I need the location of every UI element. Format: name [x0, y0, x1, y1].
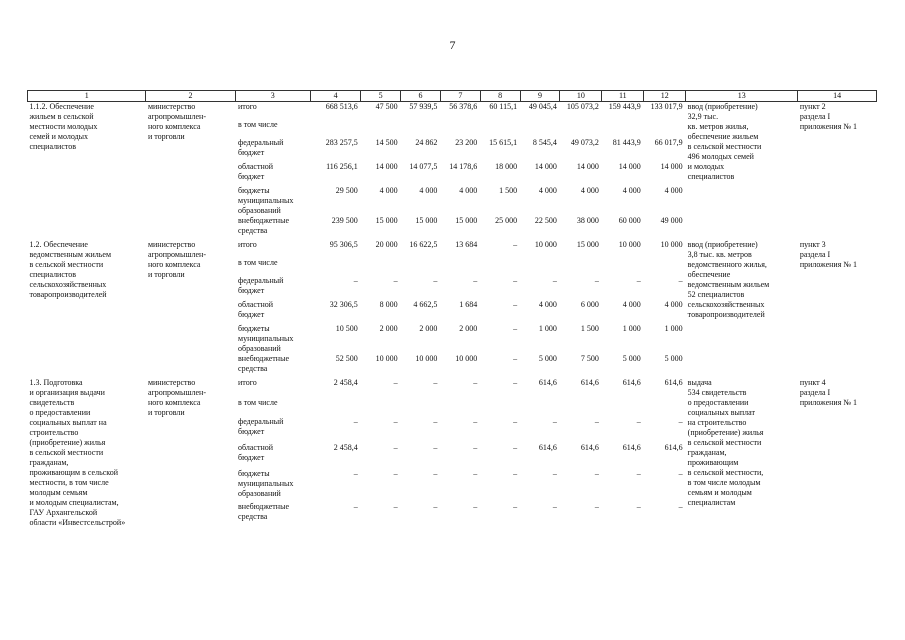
amount-cell: – [473, 443, 478, 453]
amount-cell: 116 256,1 [326, 162, 358, 171]
amount-cell: – [513, 378, 518, 387]
basis-reference: пункт 4 раздела I приложения № 1 [799, 378, 858, 407]
amount-cell: 614,6 [538, 443, 557, 453]
amount-cell: 4 000 [622, 300, 641, 309]
amount-cell: 20 000 [375, 240, 398, 249]
amount-cell: – [433, 469, 438, 479]
amount-cell: – [552, 469, 557, 479]
amount-cell: 47 500 [375, 102, 398, 111]
amount-cell [480, 398, 520, 418]
amount-cell: 10 000 [660, 240, 683, 249]
amount-cell: 15 615,1 [489, 138, 518, 147]
amount-cell [310, 120, 360, 138]
amount-cell: – [552, 501, 557, 511]
amount-cell: 5 000 [664, 354, 683, 363]
amount-cell [644, 120, 686, 138]
expected-result: выдача 534 свидетельств о предоставлении социальных выплат на строительство (приобретение) жилья в сельской местности гражданам, проживающим в сельской местности, в том числе молодым семьям и молодым специалистам [687, 378, 764, 507]
amount-cell: – [353, 469, 358, 479]
funding-source: федеральный бюджет [238, 417, 284, 437]
amount-cell: 15 000 [415, 216, 438, 225]
header-cell: 5 [361, 91, 401, 102]
amount-cell: 283 257,5 [325, 138, 358, 147]
amount-cell: – [678, 417, 683, 427]
amount-cell: 6 000 [580, 300, 599, 309]
table-row [28, 240, 877, 258]
amount-cell: 614,6 [664, 443, 683, 453]
amount-cell: – [636, 501, 641, 511]
amount-cell: 1 500 [580, 324, 599, 333]
funding-source: в том числе [238, 397, 278, 407]
amount-cell: 49 045,4 [528, 102, 557, 111]
funding-source: итого [238, 102, 257, 111]
amount-cell: 14 077,5 [409, 162, 438, 171]
amount-cell: 105 073,2 [566, 102, 599, 111]
amount-cell [602, 120, 644, 138]
amount-cell: 60 115,1 [489, 102, 518, 111]
amount-cell: – [636, 469, 641, 479]
amount-cell: 14 000 [375, 162, 398, 171]
amount-cell: 1 500 [499, 186, 518, 195]
table-row [28, 378, 877, 398]
amount-cell: 18 000 [495, 162, 518, 171]
amount-cell [644, 258, 686, 276]
amount-cell: 2 000 [379, 324, 398, 333]
amount-cell [440, 258, 480, 276]
amount-cell: – [473, 469, 478, 479]
amount-cell [361, 398, 401, 418]
amount-cell [480, 120, 520, 138]
amount-cell [520, 258, 560, 276]
amount-cell: 15 000 [576, 240, 599, 249]
funding-source: бюджеты муниципальных образований [238, 469, 294, 499]
amount-cell: 159 443,9 [608, 102, 641, 111]
measure-name: 1.3. Подготовка и организация выдачи свидетельств о предоставлении социальных выплат на строительство (приобретение) жилья в сельской местности гражданам, проживающим в сельской местности, в том числе молодым семьям и молодым специалистам, ГАУ Архангельской области «Инвестсельстрой» [29, 378, 126, 527]
amount-cell: – [393, 417, 398, 427]
amount-cell [560, 120, 602, 138]
measure-name: 1.2. Обеспечение ведомственным жильем в сельской местности специалистов сельскохозяйственных товаропроизводителей [29, 240, 112, 299]
amount-cell [361, 258, 401, 276]
funding-source: федеральный бюджет [238, 276, 284, 295]
funding-source: областной бюджет [238, 443, 274, 463]
amount-cell: – [473, 378, 478, 387]
funding-source: бюджеты муниципальных образований [238, 186, 294, 215]
amount-cell: 14 000 [618, 162, 641, 171]
amount-cell: 49 073,2 [570, 138, 599, 147]
header-cell: 9 [520, 91, 560, 102]
amount-cell: – [433, 276, 438, 285]
amount-cell: 668 513,6 [325, 102, 358, 111]
amount-cell: 4 000 [538, 300, 557, 309]
amount-cell: 4 000 [580, 186, 599, 195]
amount-cell: 1 000 [664, 324, 683, 333]
amount-cell: – [393, 501, 398, 511]
funding-source: внебюджетные средства [238, 354, 290, 373]
amount-cell: 614,6 [622, 443, 641, 453]
amount-cell: – [353, 417, 358, 427]
amount-cell: 4 662,5 [413, 300, 438, 309]
amount-cell: – [433, 501, 438, 511]
amount-cell [310, 258, 360, 276]
amount-cell [560, 258, 602, 276]
amount-cell: – [513, 276, 518, 285]
header-cell: 14 [798, 91, 877, 102]
amount-cell [520, 398, 560, 418]
amount-cell: 1 000 [622, 324, 641, 333]
amount-cell: 15 000 [455, 216, 478, 225]
header-cell: 11 [602, 91, 644, 102]
amount-cell [440, 120, 480, 138]
amount-cell: 133 017,9 [650, 102, 683, 111]
funding-source: бюджеты муниципальных образований [238, 324, 294, 353]
amount-cell: – [552, 276, 557, 285]
amount-cell: 14 000 [660, 162, 683, 171]
amount-cell: – [393, 469, 398, 479]
amount-cell [310, 398, 360, 418]
amount-cell: – [473, 276, 478, 285]
amount-cell: 10 000 [375, 354, 398, 363]
table-row [28, 102, 877, 121]
amount-cell: – [513, 417, 518, 427]
amount-cell [401, 258, 441, 276]
amount-cell: 14 000 [534, 162, 557, 171]
amount-cell: – [678, 276, 683, 285]
amount-cell [644, 398, 686, 418]
amount-cell: – [393, 276, 398, 285]
amount-cell: – [636, 276, 641, 285]
amount-cell: 614,6 [580, 378, 599, 387]
amount-cell: 14 000 [576, 162, 599, 171]
header-cell: 7 [440, 91, 480, 102]
amount-cell: 14 500 [375, 138, 398, 147]
amount-cell [602, 258, 644, 276]
amount-cell: 4 000 [622, 186, 641, 195]
amount-cell: – [594, 417, 599, 427]
funding-source: в том числе [238, 258, 278, 267]
amount-cell [520, 120, 560, 138]
amount-cell: 49 000 [660, 216, 683, 225]
amount-cell: 4 000 [664, 186, 683, 195]
expected-result: ввод (приобретение) 3,8 тыс. кв. метров ведомственного жилья, обеспечение ведомственным жильем 52 специалистов сельскохозяйственных товаропроизводителей [687, 240, 770, 319]
amount-cell: – [513, 324, 518, 333]
amount-cell: 57 939,5 [409, 102, 438, 111]
amount-cell: – [473, 417, 478, 427]
funding-source: областной бюджет [238, 162, 274, 181]
amount-cell: 614,6 [580, 443, 599, 453]
amount-cell: 66 017,9 [654, 138, 683, 147]
executor-cell: министерство агропромышлен- ного комплекса и торговли [147, 240, 206, 279]
amount-cell: – [353, 501, 358, 511]
amount-cell: 56 378,6 [449, 102, 478, 111]
amount-cell: – [433, 417, 438, 427]
funding-source: в том числе [238, 120, 278, 129]
amount-cell: 32 306,5 [329, 300, 358, 309]
amount-cell: 614,6 [664, 378, 683, 387]
basis-reference: пункт 2 раздела I приложения № 1 [799, 102, 858, 131]
amount-cell: 2 458,4 [333, 443, 358, 453]
amount-cell: 2 000 [459, 324, 478, 333]
funding-source: внебюджетные средства [238, 216, 290, 235]
amount-cell: 10 000 [415, 354, 438, 363]
header-cell: 2 [146, 91, 235, 102]
amount-cell: – [393, 443, 398, 453]
amount-cell: 4 000 [664, 300, 683, 309]
amount-cell: – [678, 501, 683, 511]
amount-cell: 13 684 [455, 240, 478, 249]
header-cell: 3 [235, 91, 310, 102]
funding-source: итого [238, 240, 257, 249]
header-cell: 13 [686, 91, 798, 102]
amount-cell: – [594, 276, 599, 285]
amount-cell: 15 000 [375, 216, 398, 225]
measure-name: 1.1.2. Обеспечение жильем в сельской местности молодых семей и молодых специалистов [29, 102, 98, 151]
amount-cell: 614,6 [622, 378, 641, 387]
page-number: 7 [449, 38, 456, 52]
funding-source: внебюджетные средства [238, 501, 290, 521]
amount-cell: – [513, 300, 518, 309]
table-body [28, 102, 877, 529]
amount-cell: 81 443,9 [612, 138, 641, 147]
amount-cell: 38 000 [576, 216, 599, 225]
amount-cell: 5 000 [622, 354, 641, 363]
amount-cell: – [513, 501, 518, 511]
amount-cell: 5 000 [538, 354, 557, 363]
amount-cell: 4 000 [459, 186, 478, 195]
amount-cell: 8 000 [379, 300, 398, 309]
executor-cell: министерство агропромышлен- ного комплекса и торговли [147, 102, 206, 141]
amount-cell [480, 258, 520, 276]
amount-cell: 16 622,5 [409, 240, 438, 249]
amount-cell: 10 000 [534, 240, 557, 249]
amount-cell: – [433, 378, 438, 387]
amount-cell [560, 398, 602, 418]
amount-cell: 24 862 [415, 138, 438, 147]
amount-cell: 2 000 [419, 324, 438, 333]
amount-cell: 22 500 [534, 216, 557, 225]
amount-cell [440, 398, 480, 418]
amount-cell: – [393, 378, 398, 387]
amount-cell: 25 000 [495, 216, 518, 225]
amount-cell [401, 398, 441, 418]
header-cell: 8 [480, 91, 520, 102]
amount-cell: 614,6 [538, 378, 557, 387]
amount-cell: 52 500 [335, 354, 358, 363]
executor-cell: министерство агропромышлен- ного комплекса и торговли [147, 378, 206, 417]
amount-cell: 8 545,4 [532, 138, 557, 147]
amount-cell: – [473, 501, 478, 511]
amount-cell: – [513, 240, 518, 249]
amount-cell: 1 684 [459, 300, 478, 309]
basis-reference: пункт 3 раздела I приложения № 1 [799, 240, 858, 269]
amount-cell: 95 306,5 [329, 240, 358, 249]
header-cell: 10 [560, 91, 602, 102]
header-cell: 1 [28, 91, 146, 102]
amount-cell: 4 000 [538, 186, 557, 195]
amount-cell: 4 000 [379, 186, 398, 195]
header-cell: 4 [310, 91, 360, 102]
amount-cell: 2 458,4 [333, 378, 358, 387]
amount-cell: 1 000 [538, 324, 557, 333]
amount-cell [401, 120, 441, 138]
funding-source: итого [238, 378, 257, 387]
expected-result: ввод (приобретение) 32,9 тыс. кв. метров жилья, обеспечение жильем в сельской местности 496 молодых семей и молодых специалистов [687, 102, 762, 181]
amount-cell: 14 178,6 [449, 162, 478, 171]
header-cell: 12 [644, 91, 686, 102]
amount-cell: – [552, 417, 557, 427]
header-cell: 6 [401, 91, 441, 102]
amount-cell: – [594, 501, 599, 511]
amount-cell: 10 000 [455, 354, 478, 363]
program-table [27, 90, 877, 528]
amount-cell: 239 500 [331, 216, 358, 225]
amount-cell: – [636, 417, 641, 427]
amount-cell: 23 200 [455, 138, 478, 147]
amount-cell: 10 000 [618, 240, 641, 249]
amount-cell: – [513, 443, 518, 453]
amount-cell: – [433, 443, 438, 453]
funding-source: федеральный бюджет [238, 138, 284, 157]
amount-cell: – [678, 469, 683, 479]
amount-cell: 29 500 [335, 186, 358, 195]
amount-cell: – [513, 469, 518, 479]
header-row [28, 91, 877, 102]
amount-cell [361, 120, 401, 138]
amount-cell [602, 398, 644, 418]
amount-cell: 7 500 [580, 354, 599, 363]
amount-cell: – [353, 276, 358, 285]
amount-cell: – [594, 469, 599, 479]
amount-cell: 4 000 [419, 186, 438, 195]
amount-cell: – [513, 354, 518, 363]
amount-cell: 10 500 [335, 324, 358, 333]
amount-cell: 60 000 [618, 216, 641, 225]
funding-source: областной бюджет [238, 300, 274, 319]
